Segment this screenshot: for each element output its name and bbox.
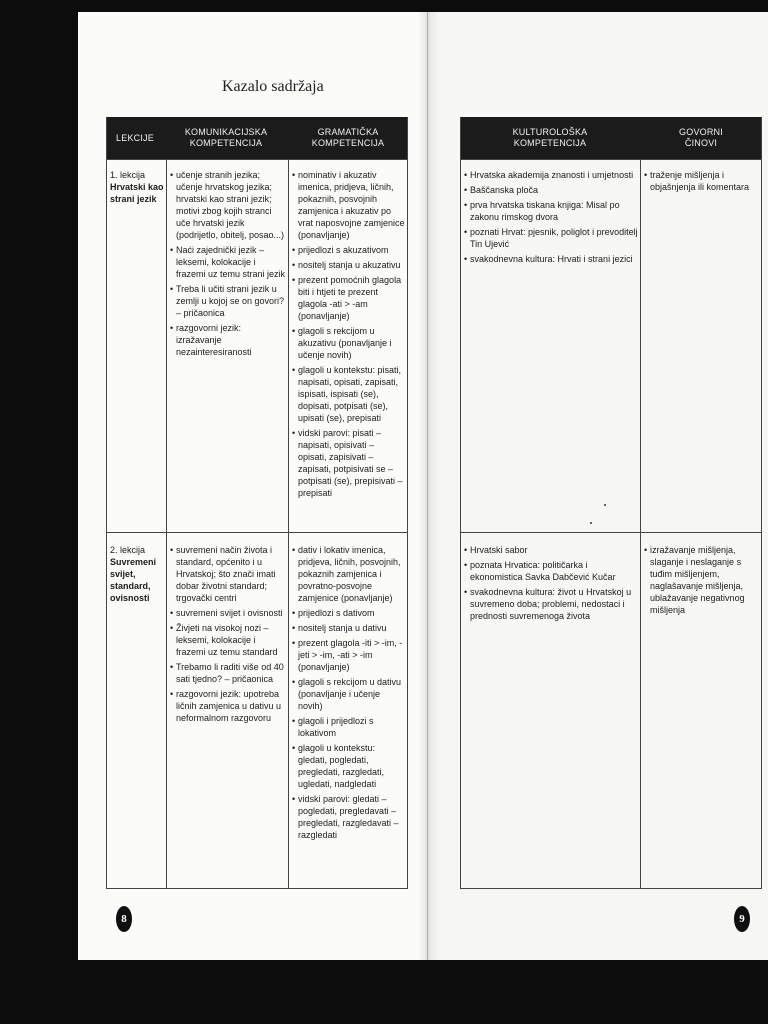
- list-item: • traženje mišljenja i objašnjenja ili komentara: [644, 169, 760, 193]
- document-title: Kazalo sadržaja: [222, 78, 324, 95]
- lesson-1-cell: [110, 169, 164, 205]
- grid-line: [106, 117, 107, 889]
- list-item: • Naći zajednički jezik – leksemi, kolokacije i frazemi uz temu strani jezik: [170, 244, 286, 280]
- lesson-name: Suvremeni svijet, standard, ovisnosti: [110, 557, 157, 603]
- grid-line: [106, 888, 408, 889]
- list-item: • Hrvatski sabor: [464, 544, 638, 556]
- scan-border-bottom: [0, 960, 768, 1024]
- list-item: • prezent pomoćnih glagola biti i htjeti te prezent glagola -ati > -am (ponavljanje): [292, 274, 405, 322]
- scan-speck: [604, 504, 606, 506]
- list-item: • suvremeni način života i standard, općenito i u Hrvatskoj; što znači imati dobar životni standard; trgovački centri: [170, 544, 286, 604]
- list-item: • Trebamo li raditi više od 40 sati tjedno? – pričaonica: [170, 661, 286, 685]
- list-item: • glagoli s rekcijom u akuzativu (ponavljanje i učenje novih): [292, 325, 405, 361]
- list-item: • vidski parovi: gledati – pogledati, pregledavati – pregledati, razgledavati – razgledati: [292, 793, 405, 841]
- grid-line: [460, 532, 762, 533]
- grid-line: [407, 117, 408, 889]
- header-govorni: GOVORNI ČINOVI: [679, 127, 723, 148]
- list-item: • svakodnevna kultura: Hrvati i strani jezici: [464, 253, 638, 265]
- book-spine-fold: [418, 12, 440, 962]
- list-item: • nominativ i akuzativ imenica, pridjeva, ličnih, pokaznih, posvojnih zamjenica i akuzativ po vrat naposvojne zamjenice (ponavljanje): [292, 169, 405, 241]
- list-item: • nositelj stanja u dativu: [292, 622, 405, 634]
- list-item: • učenje stranih jezika; učenje hrvatskog jezika; hrvatski kao strani jezik; motivi zbog kojih stranci uče hrvatski jezik (podrijetlo, obitelj, posao...): [170, 169, 286, 241]
- header-komunikacijska: KOMUNIKACIJSKA KOMPETENCIJA: [184, 127, 268, 148]
- list-item: • razgovorni jezik: izražavanje nezainteresiranosti: [170, 322, 286, 358]
- lesson-2-kulturoloska: [464, 544, 638, 625]
- lesson-2-komunikacijska: [170, 544, 286, 727]
- grid-line: [166, 159, 167, 889]
- grid-line: [460, 117, 461, 889]
- grid-line: [106, 159, 408, 160]
- grid-line: [640, 159, 641, 889]
- list-item: • svakodnevna kultura: život u Hrvatskoj u suvremeno doba; problemi, nedostaci i prednosti suvremenoga života: [464, 586, 638, 622]
- header-lekcije: LEKCIJE: [116, 132, 154, 143]
- lesson-2-cell: [110, 544, 164, 604]
- list-item: • glagoli i prijedlozi s lokativom: [292, 715, 405, 739]
- list-item: • prijedlozi s dativom: [292, 607, 405, 619]
- grid-line: [460, 888, 762, 889]
- list-item: • suvremeni svijet i ovisnosti: [170, 607, 286, 619]
- lesson-1-komunikacijska: [170, 169, 286, 361]
- lesson-1-govorni: [644, 169, 760, 196]
- list-item: • Živjeti na visokoj nozi – leksemi, kolokacije i frazemi uz temu standard: [170, 622, 286, 658]
- list-item: • Hrvatska akademija znanosti i umjetnosti: [464, 169, 638, 181]
- list-item: • poznata Hrvatica: političarka i ekonomistica Savka Dabčević Kučar: [464, 559, 638, 583]
- list-item: • prijedlozi s akuzativom: [292, 244, 405, 256]
- header-gramaticka: GRAMATIČKA KOMPETENCIJA: [311, 127, 385, 148]
- list-item: • Treba li učiti strani jezik u zemlji u kojoj se on govori? – pričaonica: [170, 283, 286, 319]
- lesson-2-gramaticka: [292, 544, 405, 844]
- list-item: • glagoli u kontekstu: pisati, napisati, opisati, zapisati, ispisati, ispisati (se), dopisati, potpisati (se), upisati (se), prepisati: [292, 364, 405, 424]
- list-item: • poznati Hrvat: pjesnik, poliglot i prevoditelj Tin Ujević: [464, 226, 638, 250]
- lesson-1-kulturoloska: [464, 169, 638, 268]
- list-item: • prva hrvatska tiskana knjiga: Misal po zakonu rimskog dvora: [464, 199, 638, 223]
- list-item: • nositelj stanja u akuzativu: [292, 259, 405, 271]
- list-item: • prezent glagola -iti > -im, -jeti > -im, -ati > -im (ponavljanje): [292, 637, 405, 673]
- lesson-name: Hrvatski kao strani jezik: [110, 182, 164, 204]
- page-number-right: 9: [734, 906, 750, 932]
- grid-line: [288, 159, 289, 889]
- list-item: • Baščanska ploča: [464, 184, 638, 196]
- lesson-number: 1. lekcija: [110, 170, 146, 180]
- lesson-number: 2. lekcija: [110, 545, 146, 555]
- lesson-2-govorni: [644, 544, 760, 619]
- list-item: • glagoli u kontekstu: gledati, pogledati, pregledati, razgledati, ugledati, nadgledati: [292, 742, 405, 790]
- grid-line: [761, 117, 762, 889]
- scan-speck: [590, 522, 592, 524]
- list-item: • glagoli s rekcijom u dativu (ponavljanje i učenje novih): [292, 676, 405, 712]
- grid-line: [460, 159, 762, 160]
- list-item: • izražavanje mišljenja, slaganje i neslaganje s tuđim mišljenjem, naglašavanje mišljenja, ublažavanje negativnog mišljenja: [644, 544, 760, 616]
- header-kulturoloska: KULTUROLOŠKA KOMPETENCIJA: [512, 127, 588, 148]
- scan-border-top: [78, 0, 768, 12]
- list-item: • vidski parovi: pisati – napisati, opisivati – opisati, zapisivati – zapisati, potpisivati se – potpisati (se), prepisivati – prepisati: [292, 427, 405, 499]
- grid-line: [106, 532, 408, 533]
- list-item: • razgovorni jezik: upotreba ličnih zamjenica u dativu u neformalnom razgovoru: [170, 688, 286, 724]
- page-number-left: 8: [116, 906, 132, 932]
- lesson-1-gramaticka: [292, 169, 405, 502]
- list-item: • dativ i lokativ imenica, pridjeva, ličnih, posvojnih, pokaznih zamjenica i povratno-posvojne zamjenice (ponavljanje): [292, 544, 405, 604]
- scan-border-left: [0, 0, 78, 1024]
